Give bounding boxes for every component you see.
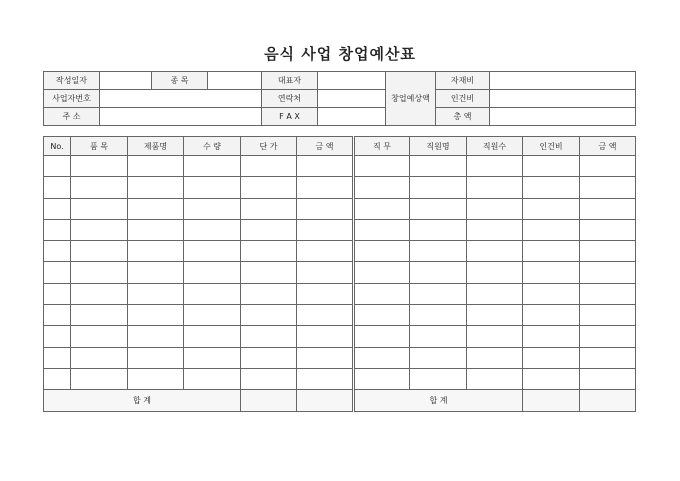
table-cell[interactable]	[128, 368, 184, 389]
address-label: 주 소	[44, 108, 100, 126]
date-field[interactable]	[100, 72, 152, 90]
table-cell[interactable]	[467, 326, 523, 347]
table-cell[interactable]	[44, 283, 71, 304]
table-cell[interactable]	[580, 283, 636, 304]
header-right-0: 직 무	[354, 137, 410, 156]
table-cell[interactable]	[241, 368, 297, 389]
table-cell[interactable]	[128, 219, 184, 240]
date-label: 작성일자	[44, 72, 100, 90]
header-right-4: 금 액	[580, 137, 636, 156]
rep-field[interactable]	[318, 72, 386, 90]
table-cell[interactable]	[241, 177, 297, 198]
budget-table	[43, 136, 636, 412]
header-right-3: 인건비	[523, 137, 580, 156]
table-cell[interactable]	[580, 198, 636, 219]
page-title: 음식 사업 창업예산표	[264, 45, 416, 63]
table-cell[interactable]	[580, 177, 636, 198]
table-cell[interactable]	[523, 368, 580, 389]
biz-no-field[interactable]	[100, 90, 262, 108]
table-cell[interactable]	[410, 219, 467, 240]
table-cell[interactable]	[580, 368, 636, 389]
table-cell[interactable]	[410, 262, 467, 283]
table-cell[interactable]	[580, 262, 636, 283]
table-cell[interactable]	[241, 326, 297, 347]
table-cell[interactable]	[128, 283, 184, 304]
table-cell[interactable]	[128, 305, 184, 326]
table-cell[interactable]	[71, 262, 128, 283]
table-cell[interactable]	[44, 241, 71, 262]
table-cell[interactable]	[523, 305, 580, 326]
contact-field[interactable]	[318, 90, 386, 108]
table-cell[interactable]	[71, 283, 128, 304]
table-cell[interactable]	[523, 262, 580, 283]
table-cell[interactable]	[44, 305, 71, 326]
table-cell[interactable]	[354, 177, 410, 198]
sum-amount-left-cell[interactable]	[297, 390, 354, 411]
table-cell[interactable]	[128, 326, 184, 347]
table-cell[interactable]	[71, 156, 128, 177]
table-cell[interactable]	[523, 177, 580, 198]
biz-no-label: 사업자번호	[44, 90, 100, 108]
table-row	[44, 368, 636, 389]
table-cell[interactable]	[580, 219, 636, 240]
table-cell[interactable]	[44, 326, 71, 347]
table-cell[interactable]	[580, 241, 636, 262]
table-cell[interactable]	[297, 305, 354, 326]
table-cell[interactable]	[184, 326, 241, 347]
table-cell[interactable]	[467, 219, 523, 240]
labor-field[interactable]	[490, 90, 636, 108]
fax-label: F A X	[262, 108, 318, 126]
header-row	[44, 137, 636, 156]
type-label: 종 목	[152, 72, 208, 90]
table-cell[interactable]	[71, 368, 128, 389]
table-cell[interactable]	[184, 241, 241, 262]
table-cell[interactable]	[71, 241, 128, 262]
total-label: 총 액	[436, 108, 490, 126]
table-cell[interactable]	[580, 156, 636, 177]
table-cell[interactable]	[467, 241, 523, 262]
table-cell[interactable]	[523, 219, 580, 240]
table-cell[interactable]	[184, 156, 241, 177]
table-cell[interactable]	[467, 347, 523, 368]
table-cell[interactable]	[44, 219, 71, 240]
type-field[interactable]	[208, 72, 262, 90]
material-label: 자재비	[436, 72, 490, 90]
table-cell[interactable]	[354, 283, 410, 304]
table-row	[44, 305, 636, 326]
table-cell[interactable]	[128, 198, 184, 219]
header-left-4: 단 가	[241, 137, 297, 156]
table-cell[interactable]	[523, 326, 580, 347]
address-field[interactable]	[100, 108, 262, 126]
table-cell[interactable]	[241, 156, 297, 177]
fax-field[interactable]	[318, 108, 386, 126]
table-cell[interactable]	[467, 198, 523, 219]
table-cell[interactable]	[71, 305, 128, 326]
table-cell[interactable]	[467, 156, 523, 177]
table-cell[interactable]	[44, 156, 71, 177]
table-cell[interactable]	[410, 283, 467, 304]
table-cell[interactable]	[184, 262, 241, 283]
table-cell[interactable]	[467, 283, 523, 304]
table-cell[interactable]	[410, 347, 467, 368]
sum-unitprice-cell[interactable]	[241, 390, 297, 411]
table-cell[interactable]	[580, 305, 636, 326]
table-cell[interactable]	[467, 262, 523, 283]
labor-label: 인건비	[436, 90, 490, 108]
table-cell[interactable]	[241, 262, 297, 283]
header-right-2: 직원수	[467, 137, 523, 156]
table-cell[interactable]	[297, 241, 354, 262]
table-cell[interactable]	[241, 347, 297, 368]
table-cell[interactable]	[241, 219, 297, 240]
table-cell[interactable]	[297, 326, 354, 347]
table-cell[interactable]	[523, 241, 580, 262]
total-field[interactable]	[490, 108, 636, 126]
table-cell[interactable]	[297, 177, 354, 198]
table-cell[interactable]	[410, 305, 467, 326]
table-cell[interactable]	[44, 177, 71, 198]
table-cell[interactable]	[297, 368, 354, 389]
sum-row	[44, 390, 636, 411]
material-field[interactable]	[490, 72, 636, 90]
table-cell[interactable]	[184, 283, 241, 304]
rep-label: 대표자	[262, 72, 318, 90]
table-cell[interactable]	[297, 219, 354, 240]
header-left-5: 금 액	[297, 137, 354, 156]
table-cell[interactable]	[523, 347, 580, 368]
table-cell[interactable]	[523, 156, 580, 177]
table-row	[44, 177, 636, 198]
table-cell[interactable]	[128, 241, 184, 262]
header-left-2: 제품명	[128, 137, 184, 156]
table-cell[interactable]	[44, 368, 71, 389]
table-cell[interactable]	[128, 156, 184, 177]
table-cell[interactable]	[44, 262, 71, 283]
table-cell[interactable]	[71, 347, 128, 368]
table-cell[interactable]	[467, 305, 523, 326]
table-cell[interactable]	[297, 283, 354, 304]
table-cell[interactable]	[297, 198, 354, 219]
table-cell[interactable]	[467, 177, 523, 198]
table-cell[interactable]	[354, 262, 410, 283]
table-cell[interactable]	[580, 326, 636, 347]
table-cell[interactable]	[354, 198, 410, 219]
header-left-0: No.	[44, 137, 71, 156]
table-cell[interactable]	[410, 177, 467, 198]
table-row	[44, 326, 636, 347]
table-cell[interactable]	[354, 368, 410, 389]
table-cell[interactable]	[523, 283, 580, 304]
contact-label: 연락처	[262, 90, 318, 108]
sum-labor-cell[interactable]	[523, 390, 580, 411]
table-cell[interactable]	[580, 347, 636, 368]
table-cell[interactable]	[354, 156, 410, 177]
sum-label-left: 합 계	[44, 390, 241, 411]
table-row	[44, 262, 636, 283]
header-left-1: 품 목	[71, 137, 128, 156]
table-cell[interactable]	[71, 326, 128, 347]
table-row	[44, 156, 636, 177]
table-cell[interactable]	[467, 368, 523, 389]
table-cell[interactable]	[410, 368, 467, 389]
table-cell[interactable]	[410, 198, 467, 219]
sum-label-right: 합 계	[354, 390, 523, 411]
table-cell[interactable]	[184, 305, 241, 326]
table-cell[interactable]	[71, 198, 128, 219]
table-cell[interactable]	[354, 326, 410, 347]
table-row	[44, 347, 636, 368]
table-cell[interactable]	[410, 326, 467, 347]
table-cell[interactable]	[523, 198, 580, 219]
table-cell[interactable]	[354, 241, 410, 262]
table-cell[interactable]	[44, 347, 71, 368]
table-cell[interactable]	[297, 262, 354, 283]
table-row	[44, 241, 636, 262]
table-row	[44, 283, 636, 304]
header-left-3: 수 량	[184, 137, 241, 156]
table-cell[interactable]	[410, 241, 467, 262]
table-cell[interactable]	[128, 177, 184, 198]
info-table	[43, 71, 636, 126]
table-row	[44, 219, 636, 240]
table-cell[interactable]	[354, 305, 410, 326]
table-cell[interactable]	[184, 368, 241, 389]
table-cell[interactable]	[354, 347, 410, 368]
table-cell[interactable]	[410, 156, 467, 177]
table-cell[interactable]	[184, 347, 241, 368]
table-cell[interactable]	[297, 347, 354, 368]
table-row	[44, 198, 636, 219]
table-cell[interactable]	[128, 262, 184, 283]
header-right-1: 직원명	[410, 137, 467, 156]
table-cell[interactable]	[297, 156, 354, 177]
table-cell[interactable]	[71, 219, 128, 240]
table-cell[interactable]	[184, 177, 241, 198]
table-cell[interactable]	[184, 219, 241, 240]
table-cell[interactable]	[241, 283, 297, 304]
table-cell[interactable]	[128, 347, 184, 368]
table-cell[interactable]	[184, 198, 241, 219]
budget-label: 창업예상액	[386, 72, 436, 126]
table-cell[interactable]	[354, 219, 410, 240]
table-cell[interactable]	[44, 198, 71, 219]
table-cell[interactable]	[241, 241, 297, 262]
table-cell[interactable]	[71, 177, 128, 198]
table-cell[interactable]	[241, 305, 297, 326]
table-cell[interactable]	[241, 198, 297, 219]
sum-amount-right-cell[interactable]	[580, 390, 636, 411]
